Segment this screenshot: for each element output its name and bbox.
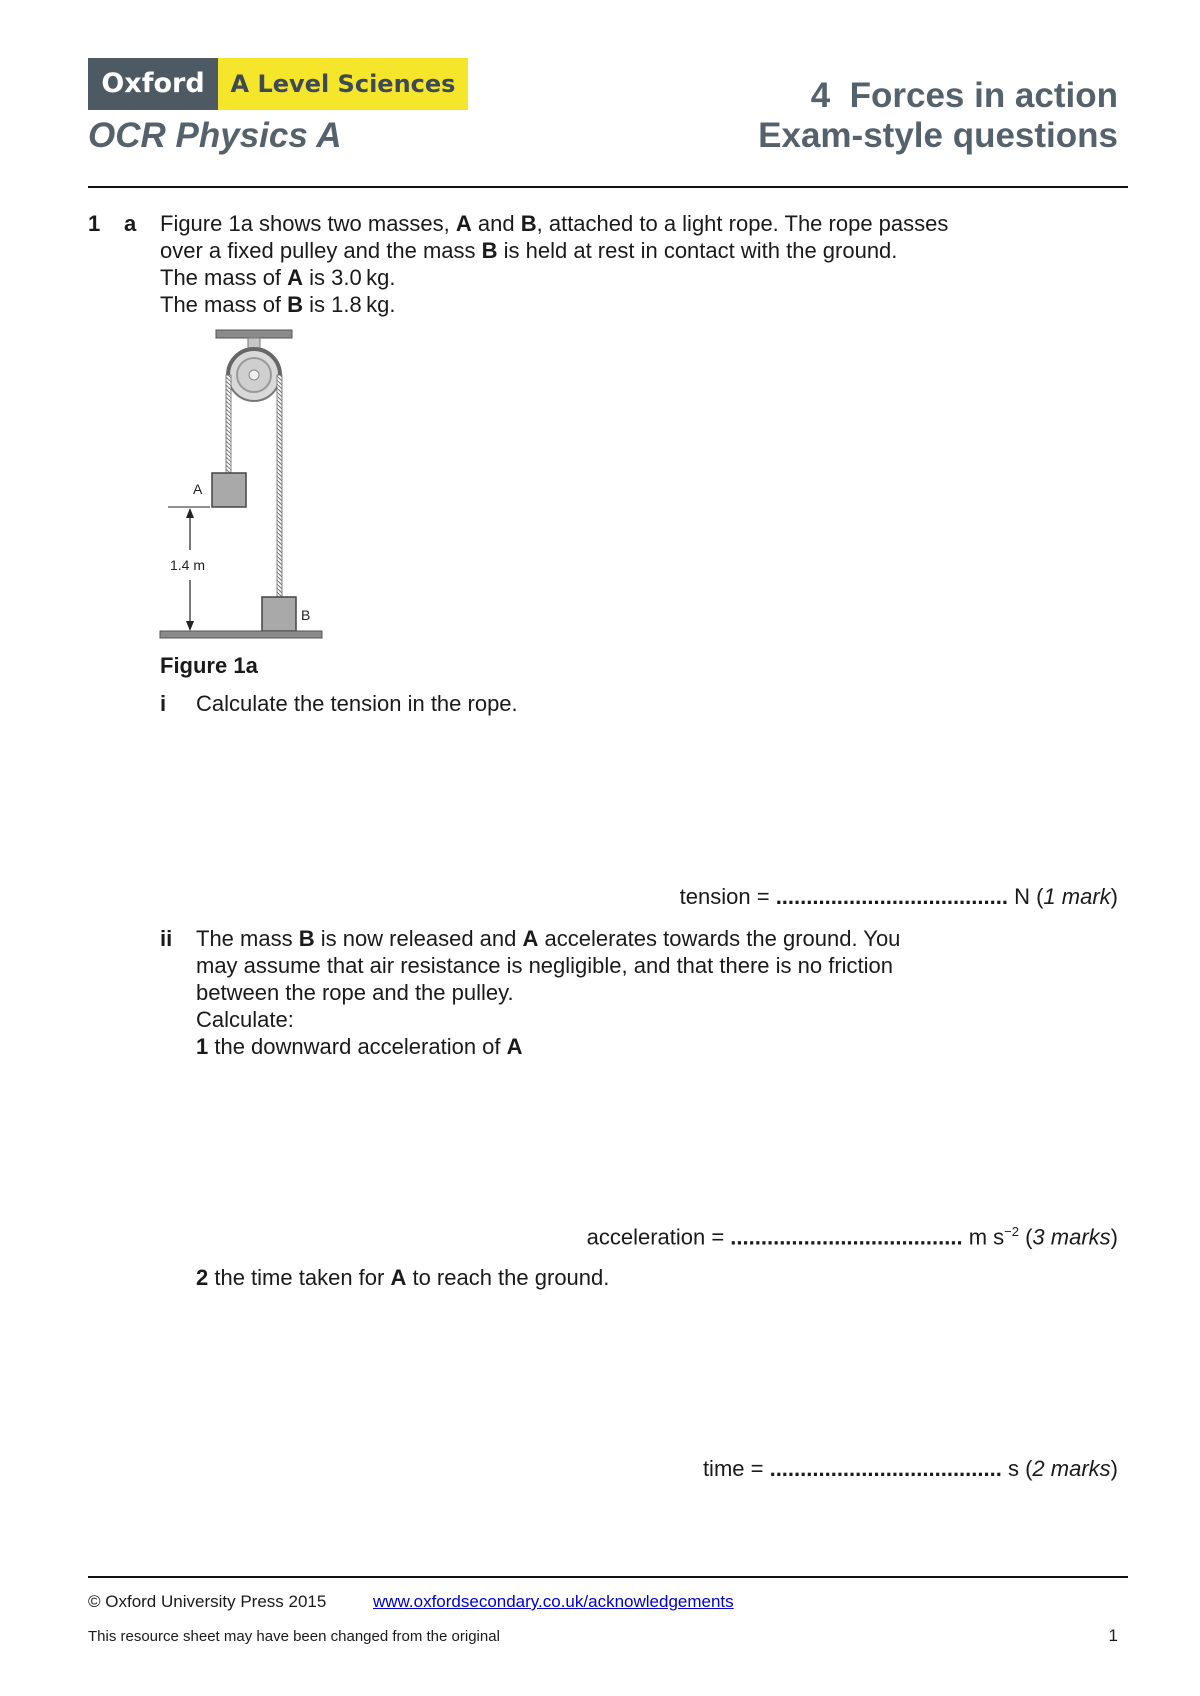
chapter-title: 4 Forces in action: [810, 76, 1118, 115]
ceiling-bar: [216, 330, 292, 338]
figure-label-b: B: [301, 607, 311, 623]
part-i-number: i: [160, 691, 167, 716]
time-answer-line: time = ...................................... s (2 marks): [702, 1456, 1118, 1481]
answer-dots: ......................................: [769, 1456, 1002, 1481]
sub-question-2: 2 the time taken for A to reach the ground.: [196, 1265, 610, 1290]
acknowledgements-link[interactable]: www.oxfordsecondary.co.uk/acknowledgements: [373, 1592, 734, 1611]
marks: 3 marks: [1032, 1224, 1111, 1250]
ground: [160, 631, 322, 638]
part-ii-text: The mass B is now released and A accelerates towards the ground. You may assume that air resistance is negligible, and that there is no friction between the rope and the pulley. Calculate: 1 the downward acceleration of A: [196, 925, 1096, 1060]
question-intro: [160, 210, 1060, 318]
arrow-down: [186, 621, 194, 631]
footer-note: This resource sheet may have been changed from the original: [88, 1628, 500, 1645]
section-title: Exam-style questions: [758, 116, 1118, 155]
brand-series: A Level Sciences: [218, 58, 468, 110]
acceleration-answer-line: acceleration = ...................................... m $s^{-2}$ (3 marks): [586, 1224, 1118, 1250]
part-i-text: Calculate the tension in the rope.: [196, 691, 518, 716]
intro-line-4: The mass of B is 1.8 kg.: [160, 292, 396, 317]
header-divider: [88, 186, 1128, 188]
intro-line-1: Figure 1a shows two masses, A and B, attached to a light rope. The rope passes: [160, 211, 949, 236]
page-number: 1: [1108, 1626, 1118, 1645]
part-ii-number: ii: [160, 926, 173, 951]
figure-caption: Figure 1a: [160, 653, 258, 678]
marks: 2 marks: [1032, 1456, 1111, 1481]
tension-answer-line: tension = ...................................... N (1 mark): [679, 884, 1118, 909]
answer-dots: ......................................: [730, 1224, 963, 1250]
footer-divider: [88, 1576, 1128, 1578]
mass-b: [262, 597, 296, 631]
brand-oxford: Oxford: [88, 58, 218, 110]
figure-height-label: 1.4 m: [170, 557, 206, 573]
pulley-figure: [150, 325, 330, 645]
subject-title: OCR Physics A: [88, 116, 342, 155]
rope-right: [277, 375, 282, 605]
intro-line-3: The mass of A is 3.0 kg.: [160, 265, 396, 290]
sub-question-1: 1 the downward acceleration of A: [196, 1034, 523, 1059]
copyright: © Oxford University Press 2015: [88, 1592, 327, 1611]
intro-line-2: over a fixed pulley and the mass B is held at rest in contact with the ground.: [160, 238, 898, 263]
question-part: a: [124, 211, 137, 236]
marks: 1 mark: [1043, 884, 1111, 909]
rope-left: [226, 375, 231, 483]
arrow-up: [186, 508, 194, 518]
mass-a: [212, 473, 246, 507]
answer-dots: ......................................: [775, 884, 1008, 909]
pulley-axle: [249, 370, 259, 380]
brand-logo: [88, 58, 468, 110]
figure-label-a: A: [193, 481, 203, 497]
question-number: 1: [88, 211, 101, 236]
